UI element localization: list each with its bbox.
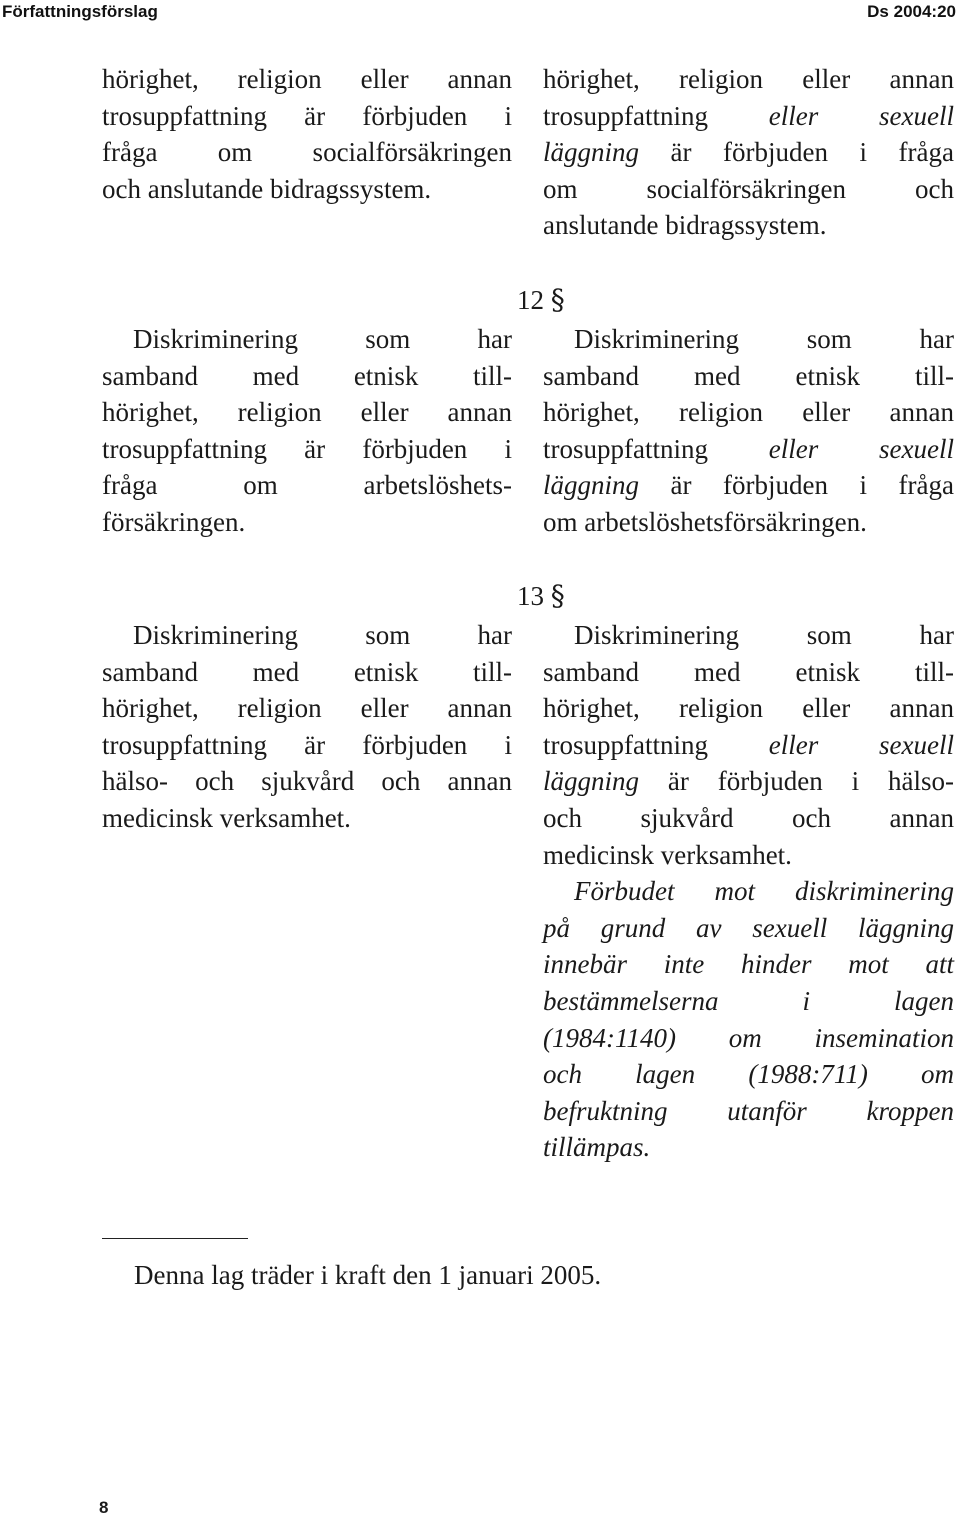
text-line: fråga om arbetslöshets- [102,470,512,501]
text-line: försäkringen. [102,506,246,537]
text-line: samband med etnisk till- [102,360,512,391]
text-line: trosuppfattning eller sexuell [543,433,954,464]
text-line: trosuppfattning är förbjuden i [102,729,512,760]
text-line: läggning är förbjuden i fråga [543,137,954,168]
text-line: hörighet, religion eller annan [543,397,954,428]
text-line: samband med etnisk till- [102,656,512,687]
section-sign: § [550,579,565,612]
text-line: Diskriminering som har [133,620,512,650]
text-line: Diskriminering som har [574,620,954,650]
text-line: och sjukvård och annan [543,802,954,833]
text-line: tillämpas. [543,1132,651,1163]
running-header-left: Författningsförslag [2,2,158,21]
text-line: Förbudet mot diskriminering [574,876,954,907]
text-line: på grund av sexuell läggning [543,912,954,943]
text-line: medicinsk verksamhet. [543,839,792,870]
text-line: hörighet, religion eller annan [102,397,512,428]
text-line: hörighet, religion eller annan [102,64,512,94]
text-line: fråga om socialförsäkringen [102,137,512,168]
section-13-marker [517,579,565,612]
block1-right [543,61,954,244]
text-line: hälso- och sjukvård och annan [102,766,512,797]
text-line: och anslutande bidragssystem. [102,173,432,204]
text-line: läggning är förbjuden i fråga [543,470,954,501]
text-line: trosuppfattning är förbjuden i [102,433,512,464]
effective-date-text: Denna lag träder i kraft den 1 januari 2005. [134,1260,602,1290]
text-line: om socialförsäkringen och [543,173,954,204]
text-line: samband med etnisk till- [543,360,954,391]
text-line: bestämmelserna i lagen [543,985,954,1016]
section-12-marker [517,283,565,316]
text-line: Diskriminering som har [574,324,954,354]
text-line: medicinsk verksamhet. [102,802,351,833]
block3-right [543,617,954,1166]
text-line: hörighet, religion eller annan [102,693,512,724]
block2-right [543,321,954,541]
text-line: läggning är förbjuden i hälso- [543,766,954,797]
text-line: (1984:1140) om insemination [543,1022,954,1053]
text-line: innebär inte hinder mot att [543,949,954,980]
text-line: anslutande bidragssystem. [543,210,827,241]
section-sign: § [550,283,565,316]
amendment-paragraph [543,873,954,1166]
running-header-right: Ds 2004:20 [867,2,956,21]
text-line: trosuppfattning eller sexuell [543,100,954,131]
section-number: 13 [517,581,544,611]
block2-left [102,321,512,541]
text-line: och lagen (1988:711) om [543,1059,954,1090]
footnote-rule [102,1238,248,1239]
page-number: 8 [99,1498,109,1517]
text-line: samband med etnisk till- [543,656,954,687]
block1-left [102,61,512,207]
text-line: trosuppfattning eller sexuell [543,729,954,760]
block3-left [102,617,512,837]
text-line: om arbetslöshetsförsäkringen. [543,506,867,537]
section-number: 12 [517,285,544,315]
text-line: Diskriminering som har [133,324,512,354]
text-line: hörighet, religion eller annan [543,64,954,94]
text-line: trosuppfattning är förbjuden i [102,100,512,131]
text-line: befruktning utanför kroppen [543,1095,954,1126]
text-line: hörighet, religion eller annan [543,693,954,724]
